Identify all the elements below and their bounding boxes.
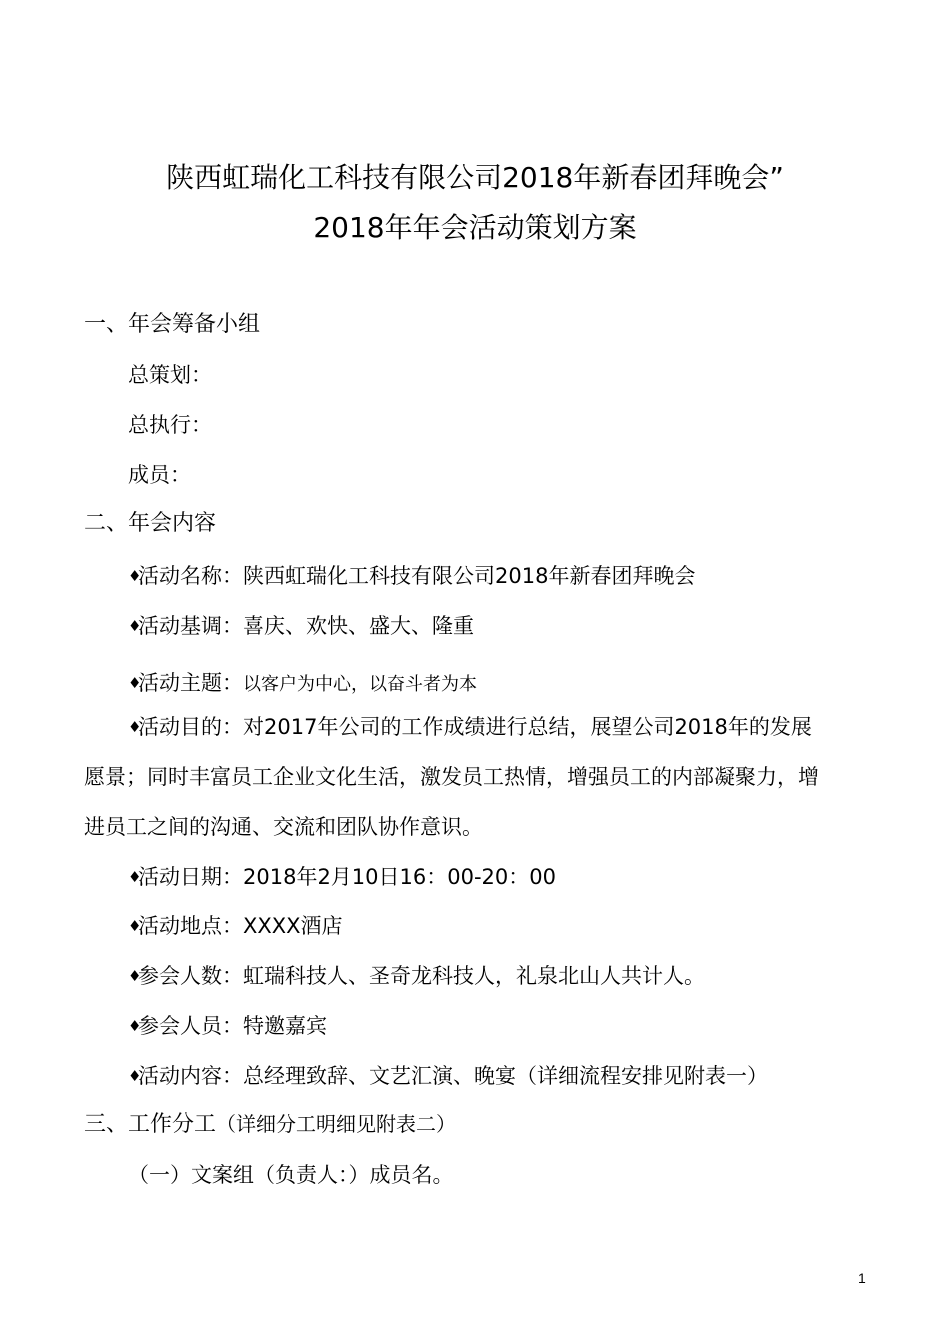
activity-date-item	[128, 862, 556, 892]
activity-content-label: 活动内容：	[138, 1064, 243, 1088]
activity-tone-value: 喜庆、欢快、盛大、隆重	[243, 614, 474, 638]
activity-purpose-item	[128, 712, 812, 742]
title-line-1: 陕西虹瑞化工科技有限公司2018年新春团拜晚会”	[166, 161, 784, 194]
activity-tone-item	[128, 611, 474, 641]
activity-purpose-label: 活动目的：	[138, 715, 243, 739]
attendee-count-item	[128, 961, 705, 991]
chief-executor-label: 总执行：	[128, 413, 212, 437]
activity-date-label: 活动日期：	[138, 865, 243, 889]
activity-purpose-line-1: 对2017年公司的工作成绩进行总结，展望公司2018年的发展	[243, 715, 812, 739]
activity-content-value: 总经理致辞、文艺汇演、晚宴（详细流程安排见附表一）	[243, 1064, 768, 1088]
bullet-diamond-icon: ♦	[128, 718, 142, 736]
activity-content-item	[128, 1061, 768, 1091]
bullet-diamond-icon: ♦	[128, 1067, 142, 1085]
title-line-2: 2018年年会活动策划方案	[313, 211, 637, 244]
page-number: 1	[858, 1270, 866, 1286]
activity-name-item	[128, 561, 695, 591]
activity-purpose-line-2: 愿景；同时丰富员工企业文化生活，激发员工热情，增强员工的内部凝聚力，增	[84, 765, 819, 789]
section-1-heading: 一、年会筹备小组	[84, 312, 261, 337]
members-label: 成员：	[128, 463, 191, 487]
attendee-count-value: 虹瑞科技人、圣奇龙科技人，礼泉北山人共计人。	[243, 964, 705, 988]
attendees-item	[128, 1011, 327, 1041]
attendees-label: 参会人员：	[138, 1014, 243, 1038]
activity-tone-label: 活动基调：	[138, 614, 243, 638]
activity-purpose-line-3: 进员工之间的沟通、交流和团队协作意识。	[84, 815, 483, 839]
bullet-diamond-icon: ♦	[128, 967, 142, 985]
section-3-heading	[84, 1109, 456, 1140]
bullet-diamond-icon: ♦	[128, 567, 142, 585]
bullet-diamond-icon: ♦	[128, 617, 142, 635]
activity-date-value: 2018年2月10日16：00-20：00	[243, 865, 556, 889]
activity-venue-label: 活动地点：	[138, 914, 243, 938]
section-2-heading: 二、年会内容	[84, 511, 217, 536]
attendees-value: 特邀嘉宾	[243, 1014, 327, 1038]
activity-venue-item	[128, 911, 343, 941]
bullet-diamond-icon: ♦	[128, 1017, 142, 1035]
section-3-heading-note: （详细分工明细见附表二）	[216, 1112, 457, 1136]
activity-theme-label: 活动主题：	[138, 671, 243, 695]
bullet-diamond-icon: ♦	[128, 868, 142, 886]
bullet-diamond-icon: ♦	[128, 674, 142, 692]
copywriting-group-item: （一）文案组（负责人：）成员名。	[128, 1163, 454, 1187]
activity-theme-item	[128, 668, 477, 700]
attendee-count-label: 参会人数：	[138, 964, 243, 988]
activity-name-label: 活动名称：	[138, 564, 243, 588]
bullet-diamond-icon: ♦	[128, 917, 142, 935]
chief-planner-label: 总策划：	[128, 363, 212, 387]
activity-theme-value: 以客户为中心，以奋斗者为本	[243, 674, 477, 695]
activity-name-value: 陕西虹瑞化工科技有限公司2018年新春团拜晚会	[243, 564, 696, 588]
section-3-heading-text: 三、工作分工	[84, 1112, 217, 1137]
activity-venue-value: XXXX酒店	[243, 914, 343, 938]
